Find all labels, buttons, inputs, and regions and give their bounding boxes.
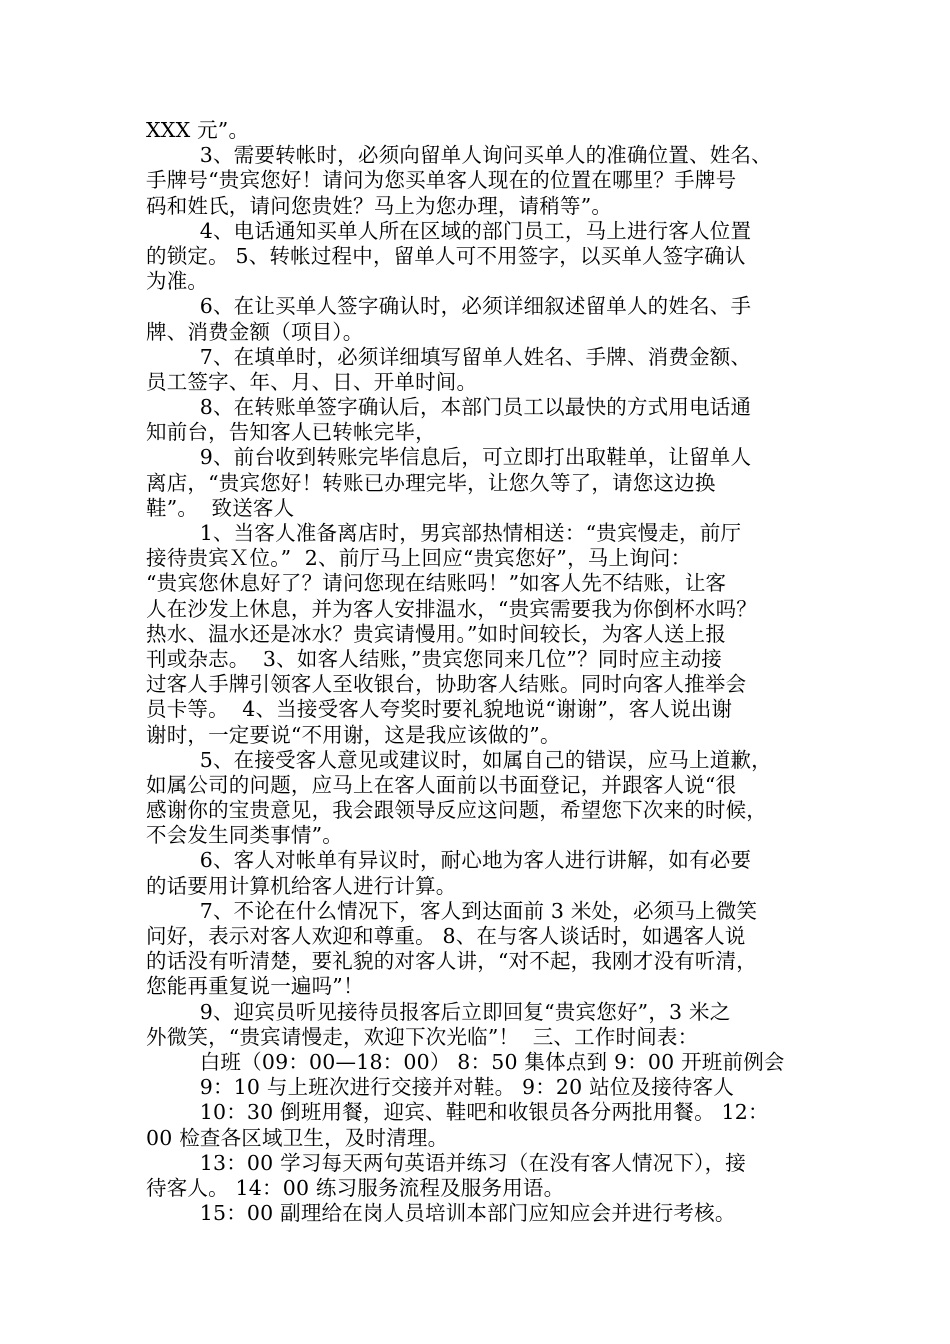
text-line: 手牌号“贵宾您好！请问为您买单客人现在的位置在哪里？手牌号 (146, 168, 737, 193)
text-line: 人在沙发上休息，并为客人安排温水，“贵宾需要我为你倒杯水吗？ (146, 596, 757, 621)
text-line: 白班（09：00—18：00） 8：50 集体点到 9：00 开班前例会 (146, 1049, 785, 1074)
text-line: 5、在接受客人意见或建议时，如属自己的错误，应马上道歉， (146, 747, 772, 772)
text-line: 6、客人对帐单有异议时，耐心地为客人进行讲解，如有必要 (146, 848, 752, 873)
text-line: 感谢你的宝贵意见，我会跟领导反应这问题，希望您下次来的时候， (146, 798, 767, 823)
text-line: 接待贵宾Ｘ位。” 2、前厅马上回应“贵宾您好”，马上询问： (146, 546, 692, 571)
text-line: 9、迎宾员听见接待员报客后立即回复“贵宾您好”，3 米之 (146, 999, 731, 1024)
text-line: 10：30 倒班用餐，迎宾、鞋吧和收银员各分两批用餐。 12： (146, 1100, 769, 1125)
text-line: “贵宾您休息好了？请问您现在结账吗！”如客人先不结账，让客 (146, 571, 727, 596)
text-line: 码和姓氏，请问您贵姓？马上为您办理，请稍等”。 (146, 193, 613, 218)
text-line: 不会发生同类事情”。 (146, 823, 343, 848)
text-line: 离店，“贵宾您好！转账已办理完毕，让您久等了，请您这边换 (146, 470, 716, 495)
text-line: 您能再重复说一遍吗”！ (146, 974, 364, 999)
text-line: 4、电话通知买单人所在区域的部门员工，马上进行客人位置 (146, 218, 752, 243)
text-line: 00 检查各区域卫生，及时清理。 (146, 1125, 449, 1150)
text-line: 7、不论在什么情况下，客人到达面前 3 米处，必须马上微笑 (146, 898, 758, 923)
text-line: 9、前台收到转账完毕信息后，可立即打出取鞋单，让留单人 (146, 445, 752, 470)
text-line: 的锁定。 5、转帐过程中，留单人可不用签字，以买单人签字确认 (146, 243, 746, 268)
text-line: 牌、消费金额（项目）。 (146, 319, 364, 344)
text-line: 谢时，一定要说“不用谢，这是我应该做的”。 (146, 722, 561, 747)
text-line: 鞋”。 致送客人 (146, 495, 295, 520)
text-line: XXX 元”。 (146, 118, 250, 142)
text-line: 外微笑，“贵宾请慢走，欢迎下次光临”！ 三、工作时间表： (146, 1024, 699, 1049)
text-line: 1、当客人准备离店时，男宾部热情相送：“贵宾慢走，前厅 (146, 521, 742, 545)
text-line: 员工签字、年、月、日、开单时间。 (146, 369, 478, 394)
text-line: 知前台，告知客人已转帐完毕， (146, 420, 436, 445)
text-line: 的话要用计算机给客人进行计算。 (146, 873, 457, 898)
text-line: 7、在填单时，必须详细填写留单人姓名、手牌、消费金额、 (146, 344, 752, 369)
text-line: 问好，表示对客人欢迎和尊重。 8、在与客人谈话时，如遇客人说 (146, 924, 746, 948)
text-line: 8、在转账单签字确认后，本部门员工以最快的方式用电话通 (146, 395, 752, 420)
document-body (146, 118, 810, 1226)
text-line: 刊或杂志。 3、如客人结账，”贵宾您同来几位”？同时应主动接 (146, 646, 722, 671)
text-line: 如属公司的问题，应马上在客人面前以书面登记，并跟客人说“很 (146, 772, 737, 797)
text-line: 15：00 副理给在岗人员培训本部门应知应会并进行考核。 (146, 1201, 736, 1226)
text-line: 过客人手牌引领客人至收银台，协助客人结账。同时向客人推举会 (146, 672, 747, 697)
text-line: 6、在让买单人签字确认时，必须详细叙述留单人的姓名、手 (146, 294, 752, 319)
text-line: 员卡等。 4、当接受客人夸奖时要礼貌地说“谢谢”，客人说出谢 (146, 697, 733, 722)
text-line: 待客人。 14：00 练习服务流程及服务用语。 (146, 1175, 565, 1200)
text-line: 3、需要转帐时，必须向留单人询问买单人的准确位置、姓名、 (146, 143, 772, 168)
text-line: 13：00 学习每天两句英语并练习（在没有客人情况下），接 (146, 1150, 746, 1175)
text-line: 为准。 (146, 269, 209, 294)
text-line: 的话没有听清楚，要礼貌的对客人讲，“对不起，我刚才没有听清， (146, 949, 757, 974)
text-line: 热水、温水还是冰水？贵宾请慢用。”如时间较长，为客人送上报 (146, 621, 727, 646)
text-line: 9：10 与上班次进行交接并对鞋。 9：20 站位及接待客人 (146, 1075, 735, 1100)
